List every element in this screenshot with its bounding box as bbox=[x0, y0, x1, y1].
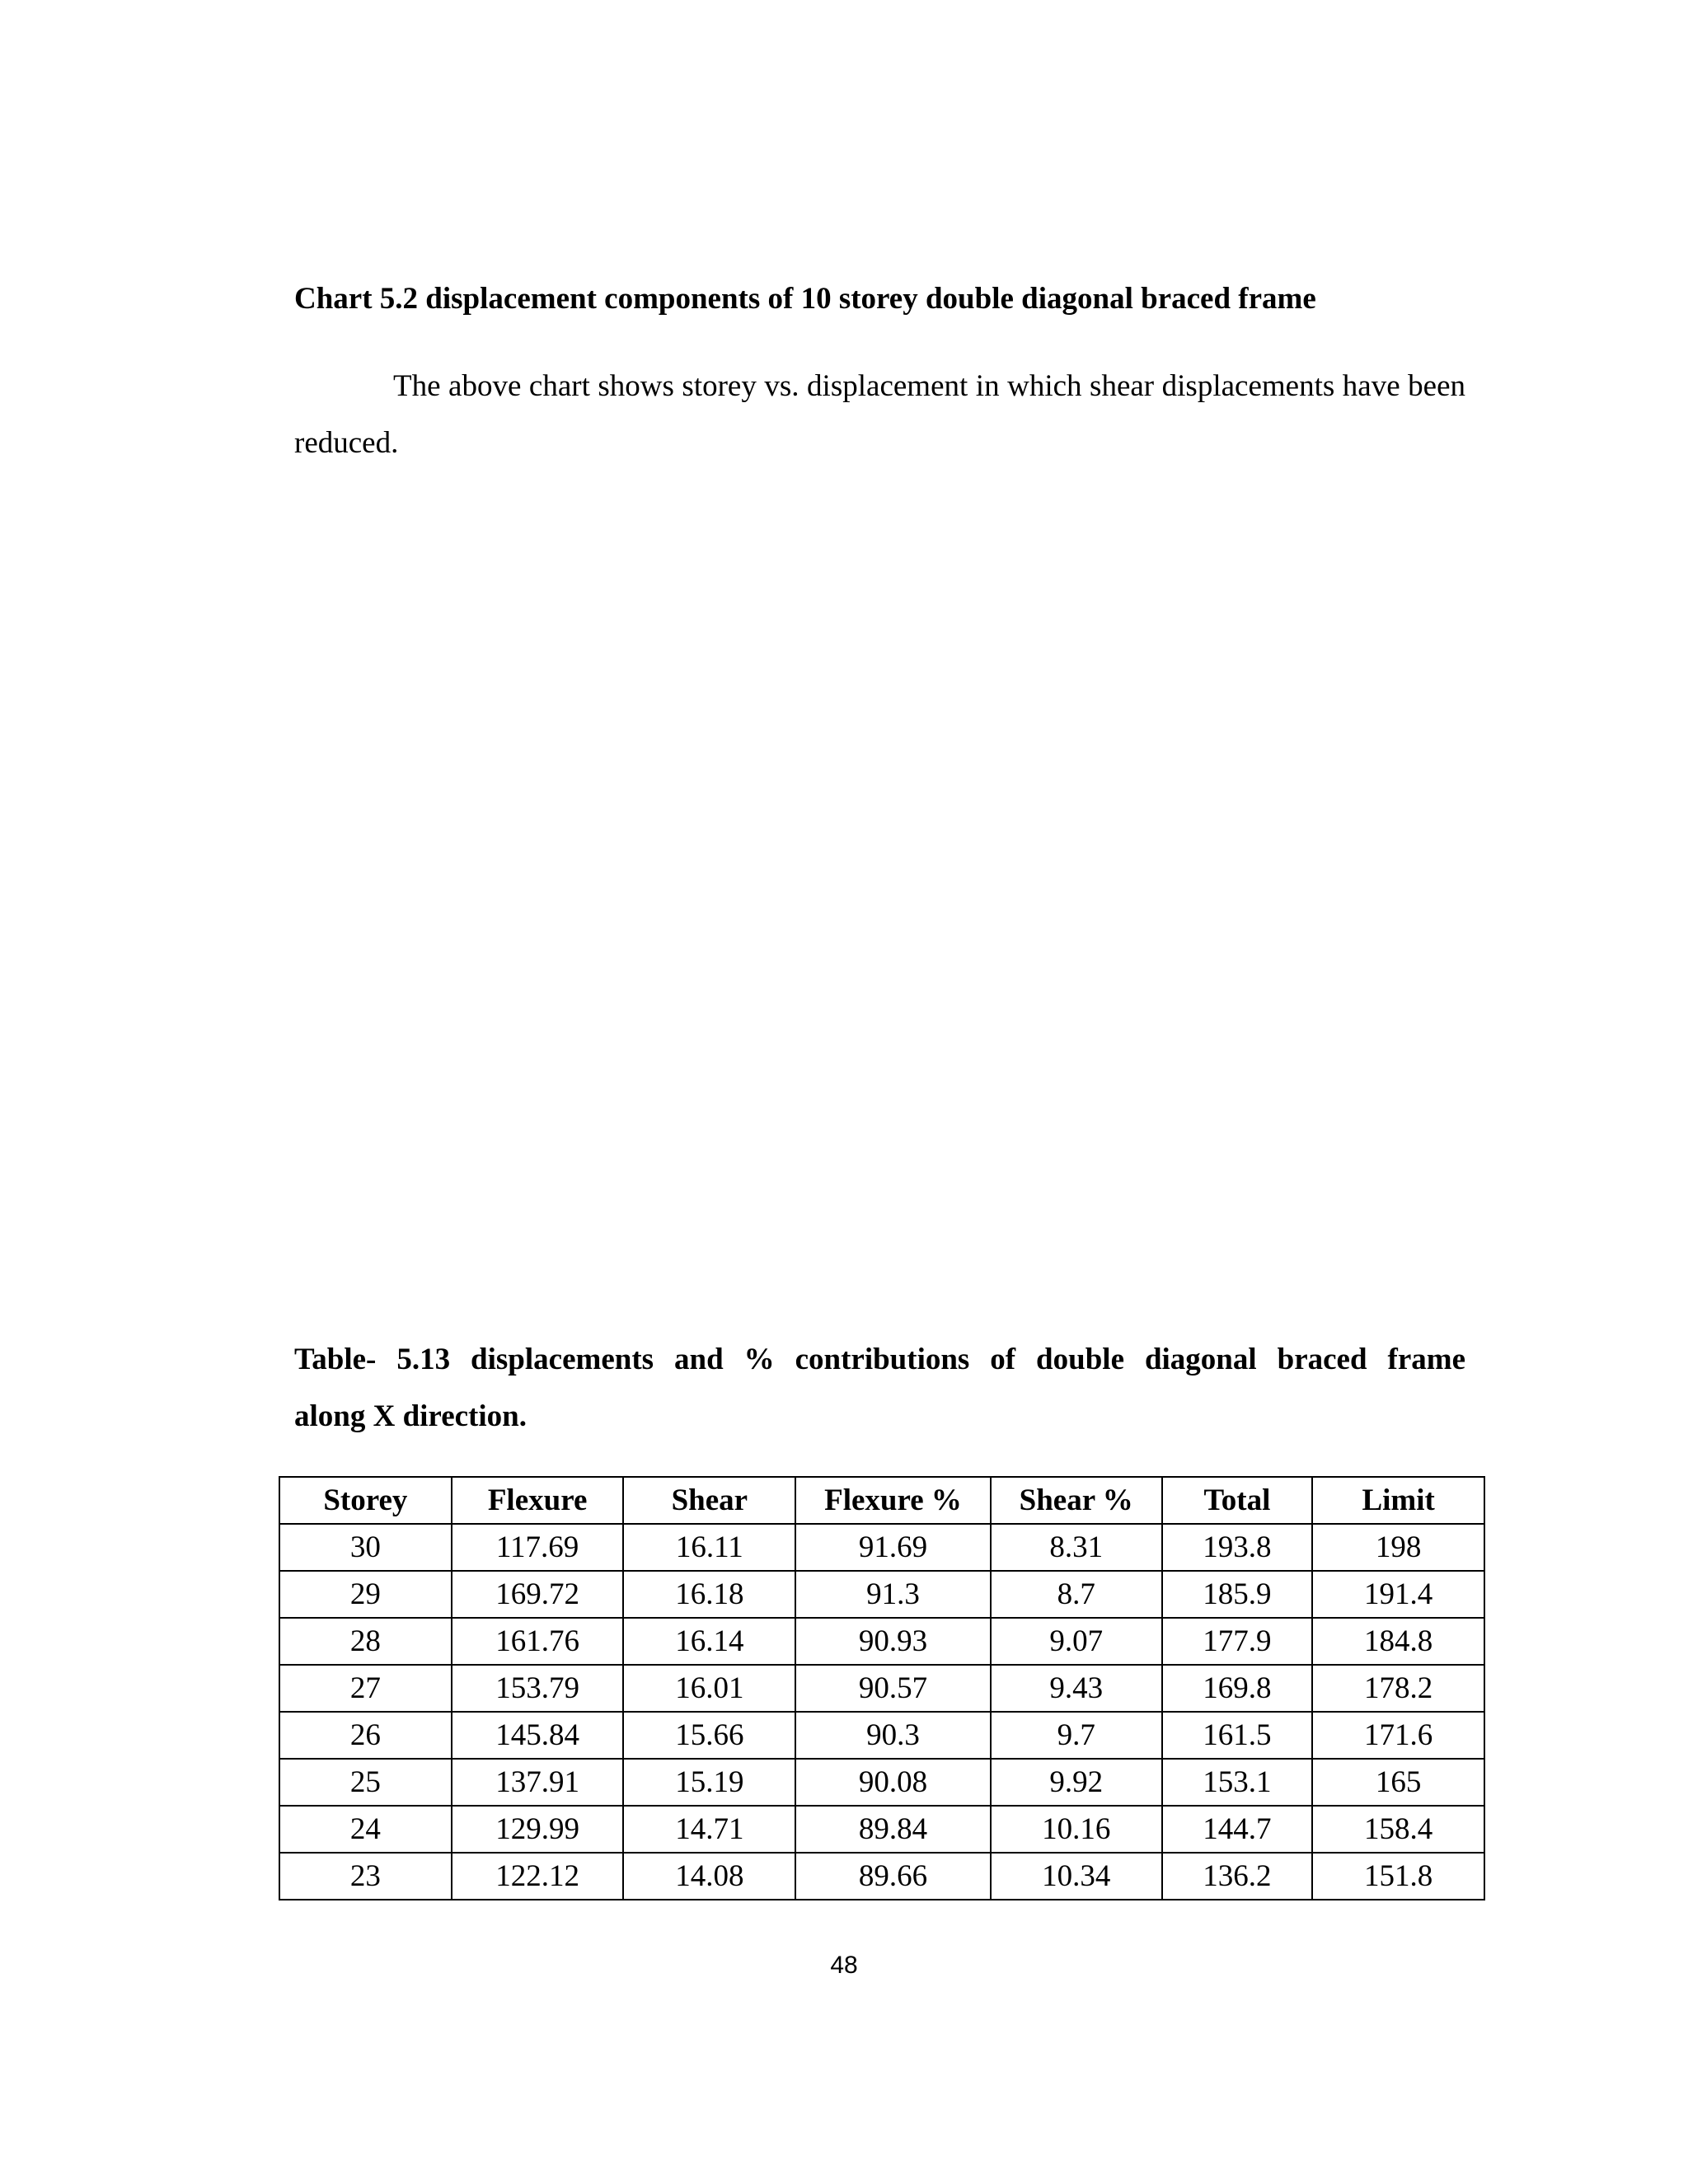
page-number: 48 bbox=[830, 1952, 858, 1979]
table-cell: 10.34 bbox=[991, 1853, 1162, 1900]
table-header-cell: Shear % bbox=[991, 1477, 1162, 1524]
table-row bbox=[279, 1853, 1484, 1900]
table-cell: 9.43 bbox=[991, 1665, 1162, 1712]
table-cell: 151.8 bbox=[1312, 1853, 1484, 1900]
table-cell: 153.1 bbox=[1162, 1759, 1313, 1806]
table-cell: 30 bbox=[279, 1524, 452, 1571]
table-cell: 171.6 bbox=[1312, 1712, 1484, 1759]
table-cell: 24 bbox=[279, 1806, 452, 1853]
table-header-cell: Storey bbox=[279, 1477, 452, 1524]
table-cell: 90.93 bbox=[795, 1618, 991, 1665]
table-cell: 27 bbox=[279, 1665, 452, 1712]
table-cell: 10.16 bbox=[991, 1806, 1162, 1853]
table-row bbox=[279, 1665, 1484, 1712]
table-cell: 89.66 bbox=[795, 1853, 991, 1900]
table-cell: 15.66 bbox=[623, 1712, 795, 1759]
table-title-line-2: along X direction. bbox=[294, 1399, 527, 1433]
table-cell: 9.07 bbox=[991, 1618, 1162, 1665]
table-row bbox=[279, 1759, 1484, 1806]
table-cell: 91.3 bbox=[795, 1571, 991, 1618]
table-cell: 161.76 bbox=[452, 1618, 624, 1665]
table-cell: 14.08 bbox=[623, 1853, 795, 1900]
table-header-cell: Total bbox=[1162, 1477, 1313, 1524]
table-cell: 145.84 bbox=[452, 1712, 624, 1759]
table-cell: 153.79 bbox=[452, 1665, 624, 1712]
table-row bbox=[279, 1618, 1484, 1665]
table-cell: 16.18 bbox=[623, 1571, 795, 1618]
table-cell: 178.2 bbox=[1312, 1665, 1484, 1712]
table-cell: 29 bbox=[279, 1571, 452, 1618]
table-cell: 161.5 bbox=[1162, 1712, 1313, 1759]
table-cell: 177.9 bbox=[1162, 1618, 1313, 1665]
table-cell: 169.8 bbox=[1162, 1665, 1313, 1712]
table-cell: 185.9 bbox=[1162, 1571, 1313, 1618]
table-row bbox=[279, 1571, 1484, 1618]
table-body bbox=[279, 1524, 1484, 1900]
table-cell: 184.8 bbox=[1312, 1618, 1484, 1665]
table-cell: 158.4 bbox=[1312, 1806, 1484, 1853]
table-title-line-1: Table- 5.13 displacements and % contributions of double diagonal braced frame bbox=[294, 1343, 1465, 1376]
table-cell: 28 bbox=[279, 1618, 452, 1665]
body-paragraph: The above chart shows storey vs. displacement in which shear displacements have been reduced. bbox=[294, 369, 1465, 460]
table-cell: 144.7 bbox=[1162, 1806, 1313, 1853]
table-cell: 137.91 bbox=[452, 1759, 624, 1806]
displacement-table bbox=[279, 1476, 1485, 1900]
table-row bbox=[279, 1712, 1484, 1759]
table-cell: 169.72 bbox=[452, 1571, 624, 1618]
table-cell: 89.84 bbox=[795, 1806, 991, 1853]
table-cell: 117.69 bbox=[452, 1524, 624, 1571]
table-cell: 198 bbox=[1312, 1524, 1484, 1571]
table-cell: 16.01 bbox=[623, 1665, 795, 1712]
table-cell: 122.12 bbox=[452, 1853, 624, 1900]
table-cell: 8.31 bbox=[991, 1524, 1162, 1571]
table-cell: 9.7 bbox=[991, 1712, 1162, 1759]
table-cell: 16.11 bbox=[623, 1524, 795, 1571]
table-cell: 14.71 bbox=[623, 1806, 795, 1853]
table-header-row bbox=[279, 1477, 1484, 1524]
table-header-cell: Flexure bbox=[452, 1477, 624, 1524]
table-cell: 91.69 bbox=[795, 1524, 991, 1571]
table-cell: 16.14 bbox=[623, 1618, 795, 1665]
table-row bbox=[279, 1524, 1484, 1571]
table-header-cell: Shear bbox=[623, 1477, 795, 1524]
table-cell: 165 bbox=[1312, 1759, 1484, 1806]
chart-caption: Chart 5.2 displacement components of 10 storey double diagonal braced frame bbox=[294, 282, 1316, 316]
table-cell: 193.8 bbox=[1162, 1524, 1313, 1571]
table-cell: 8.7 bbox=[991, 1571, 1162, 1618]
table-cell: 136.2 bbox=[1162, 1853, 1313, 1900]
table-cell: 25 bbox=[279, 1759, 452, 1806]
table-cell: 90.08 bbox=[795, 1759, 991, 1806]
table-cell: 26 bbox=[279, 1712, 452, 1759]
table-cell: 23 bbox=[279, 1853, 452, 1900]
table-header-cell: Limit bbox=[1312, 1477, 1484, 1524]
table-cell: 90.57 bbox=[795, 1665, 991, 1712]
table-row bbox=[279, 1806, 1484, 1853]
table-cell: 9.92 bbox=[991, 1759, 1162, 1806]
table-cell: 90.3 bbox=[795, 1712, 991, 1759]
table-cell: 191.4 bbox=[1312, 1571, 1484, 1618]
table-cell: 15.19 bbox=[623, 1759, 795, 1806]
table-title bbox=[294, 1331, 1465, 1445]
table-cell: 129.99 bbox=[452, 1806, 624, 1853]
table-header-cell: Flexure % bbox=[795, 1477, 991, 1524]
